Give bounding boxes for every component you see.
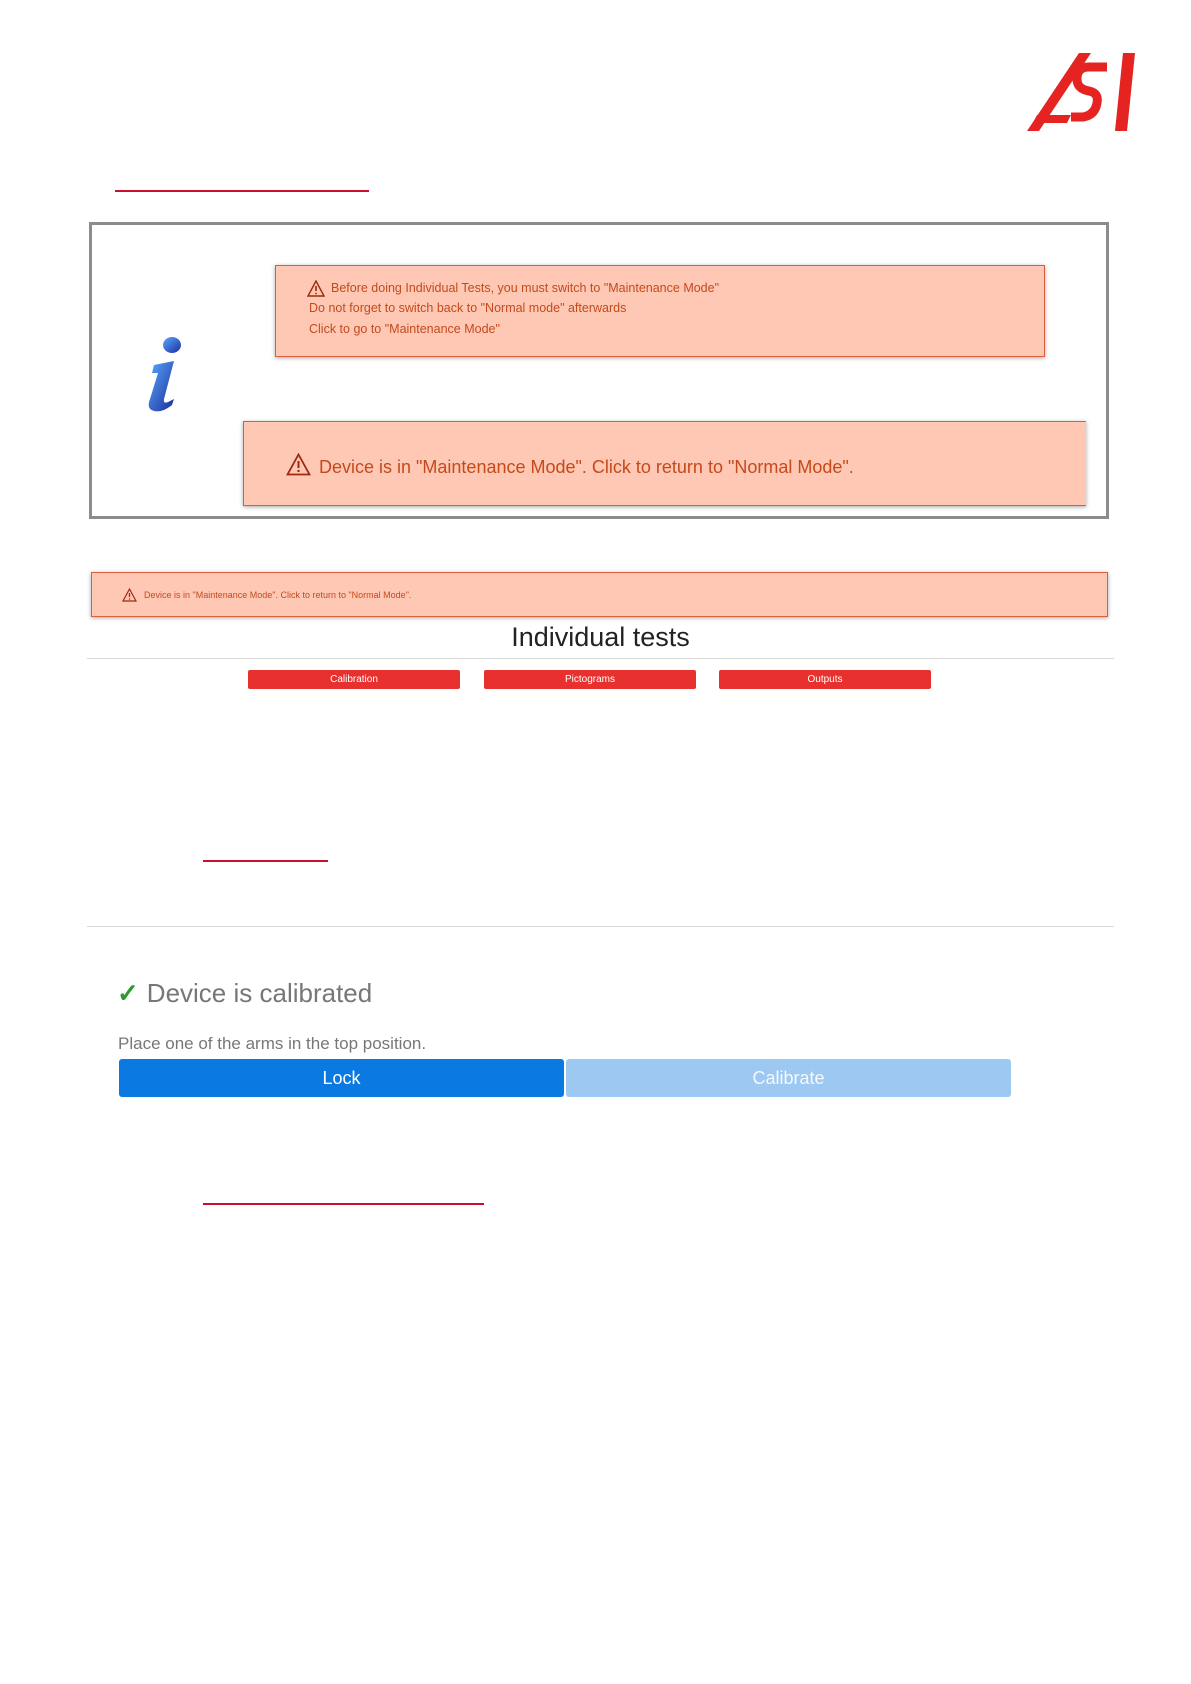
maintenance-mode-banner-text: Device is in "Maintenance Mode". Click to return to "Normal Mode".: [144, 590, 412, 600]
calibration-status-text: Device is calibrated: [146, 978, 373, 1008]
alert-line-3: Click to go to "Maintenance Mode": [309, 322, 500, 336]
page-title: Individual tests: [511, 622, 690, 652]
section-underline: [203, 860, 328, 862]
heading-underline: [115, 190, 369, 192]
checkmark-icon: ✓: [117, 978, 139, 1008]
calibration-hint: Place one of the arms in the top position.: [118, 1034, 427, 1053]
alert-line-2: Do not forget to switch back to "Normal mode" afterwards: [309, 301, 627, 315]
maintenance-mode-alert-text: Device is in "Maintenance Mode". Click to return to "Normal Mode".: [319, 457, 854, 477]
maintenance-mode-alert[interactable]: [243, 421, 1086, 506]
warning-icon: [122, 588, 137, 602]
title-divider: [87, 658, 1114, 659]
lock-button[interactable]: Lock: [119, 1059, 564, 1097]
tab-pictograms[interactable]: Pictograms: [484, 670, 696, 689]
info-icon: [134, 335, 194, 415]
subsection-underline: [203, 1203, 484, 1205]
tab-calibration[interactable]: Calibration: [248, 670, 460, 689]
calibration-status: [117, 978, 372, 1009]
tab-outputs[interactable]: Outputs: [719, 670, 931, 689]
warning-icon: [307, 280, 325, 297]
calibrate-button[interactable]: Calibrate: [566, 1059, 1011, 1097]
info-frame: [89, 222, 1109, 519]
alert-line-1: Before doing Individual Tests, you must switch to "Maintenance Mode": [331, 281, 720, 295]
asi-logo: [1027, 53, 1142, 133]
maintenance-prompt-alert[interactable]: [275, 265, 1045, 357]
calibration-divider: [87, 926, 1114, 927]
maintenance-mode-banner[interactable]: [91, 572, 1108, 617]
warning-icon: [286, 453, 311, 476]
